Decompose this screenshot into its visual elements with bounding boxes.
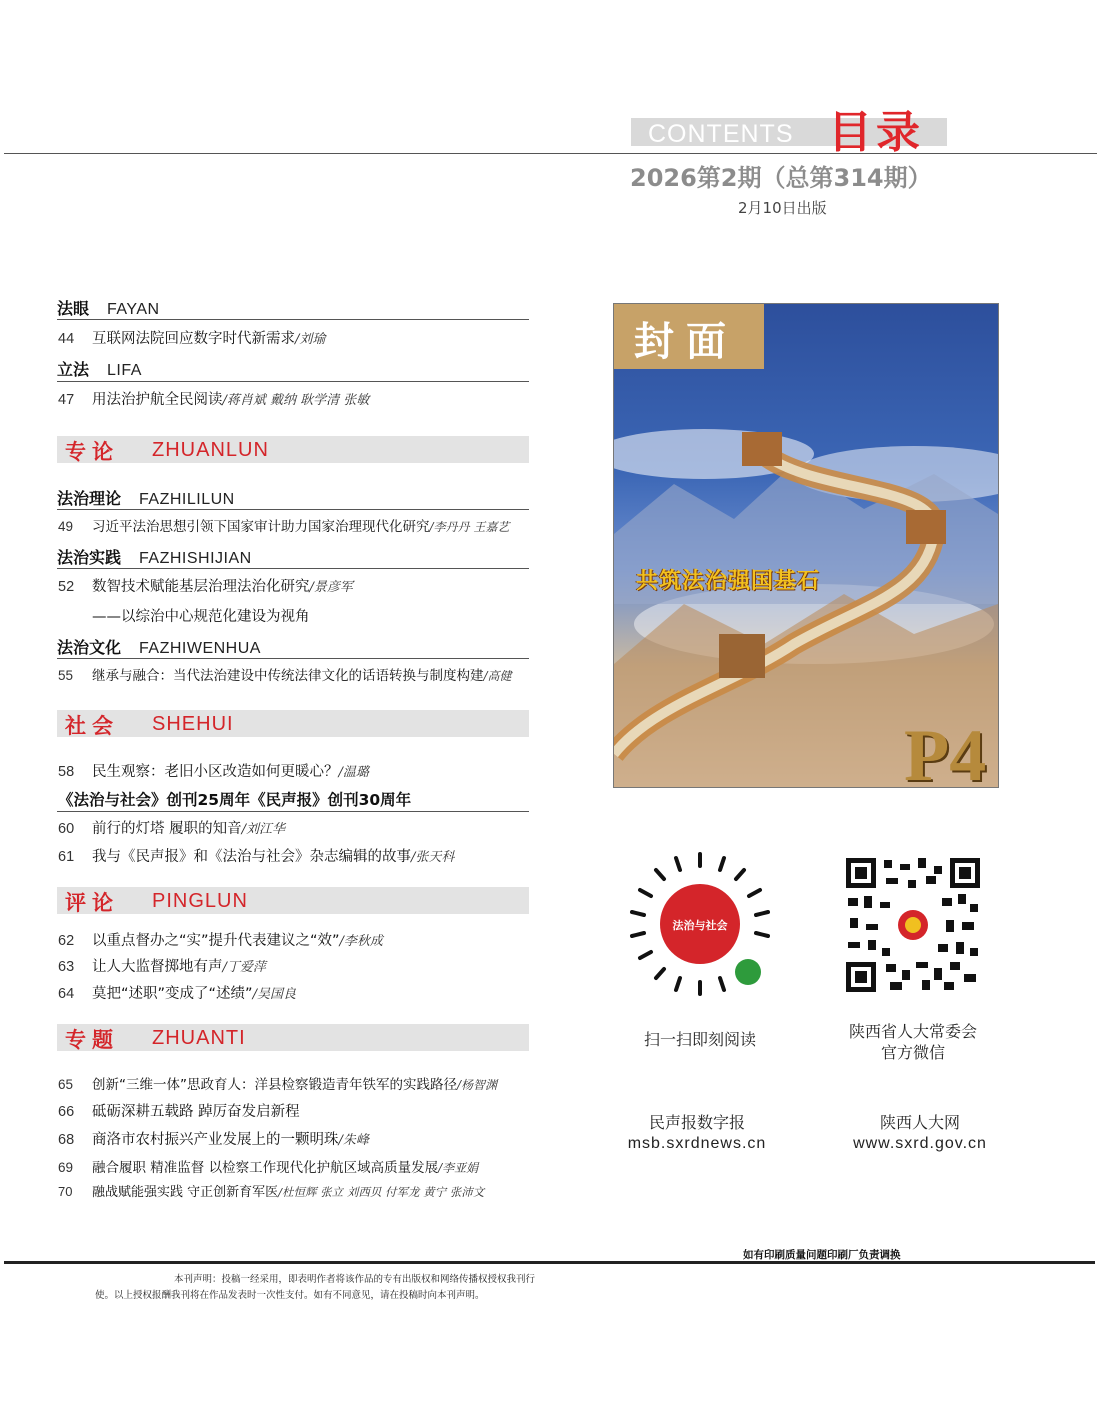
toc-entry-60[interactable]: 60 前行的灯塔 履职的知音/刘江华 xyxy=(58,821,285,837)
right-qr-caption: 陕西省人大常委会 官方微信 xyxy=(848,1022,977,1062)
print-quality-note: 如有印刷质量问题印刷厂负责调换 xyxy=(743,1249,901,1261)
toc-entry-49[interactable]: 49 习近平法治思想引领下国家审计助力国家治理现代化研究/李丹丹 王嘉艺 xyxy=(58,519,510,535)
cover-label: 封面 xyxy=(614,304,764,369)
section-zhuanti: 专题 ZHUANTI xyxy=(57,1024,529,1051)
section-fazhishijian: 法治实践 FAZHISHIJIAN xyxy=(57,548,252,567)
section-shehui: 社会 SHEHUI xyxy=(57,710,529,737)
section-fazhililun: 法治理论 FAZHILILUN xyxy=(57,489,235,508)
toc-entry-55[interactable]: 55 继承与融合：当代法治建设中传统法律文化的话语转换与制度构建/高健 xyxy=(58,668,512,684)
toc-entry-64[interactable]: 64 莫把“述职”变成了“述绩”/吴国良 xyxy=(58,986,296,1002)
toc-entry-70[interactable]: 70 融战赋能强实践 守正创新育军医/杜恒辉 张立 刘西贝 付军龙 黄宁 张沛文 xyxy=(58,1184,485,1200)
toc-entry-44[interactable]: 44 互联网法院回应数字时代新需求/刘瑜 xyxy=(58,331,326,347)
divider xyxy=(57,509,529,510)
toc-entry-69[interactable]: 69 融合履职 精准监督 以检察工作现代化护航区域高质量发展/李亚娟 xyxy=(58,1160,479,1176)
toc-entry-61[interactable]: 61 我与《民声报》和《法治与社会》杂志编辑的故事/张天科 xyxy=(58,849,455,865)
section-fayan: 法眼 FAYAN xyxy=(57,299,160,318)
toc-entry-58[interactable]: 58 民生观察：老旧小区改造如何更暖心？/温璐 xyxy=(58,764,369,780)
toc-entry-65[interactable]: 65 创新“三维一体”思政育人：洋县检察锻造青年铁军的实践路径/杨智渊 xyxy=(58,1077,498,1093)
divider xyxy=(57,568,529,569)
section-pinglun: 评论 PINGLUN xyxy=(57,887,529,914)
toc-entry-52-subtitle: ——以综治中心规范化建设为视角 xyxy=(92,609,310,625)
divider xyxy=(57,381,529,382)
cover-page-number: P4 xyxy=(904,715,987,788)
contents-label: CONTENTS xyxy=(648,120,794,148)
qr-logo-text: 法治与社会 xyxy=(672,919,728,932)
toc-entry-62[interactable]: 62 以重点督办之“实”提升代表建议之“效”/李秋成 xyxy=(58,933,383,949)
toc-entry-63[interactable]: 63 让人大监督掷地有声/丁爱萍 xyxy=(58,959,266,975)
section-zhuanlun: 专论 ZHUANLUN xyxy=(57,436,529,463)
left-qr-caption: 扫一扫即刻阅读 xyxy=(643,1030,756,1049)
right-link-block[interactable]: 陕西人大网 www.sxrd.gov.cn xyxy=(853,1113,987,1152)
cover-image[interactable] xyxy=(613,303,999,788)
header-rule xyxy=(4,153,1097,154)
toc-entry-66[interactable]: 66 砥砺深耕五载路 踔厉奋发启新程 xyxy=(58,1104,300,1120)
mini-program-qr[interactable] xyxy=(628,852,772,996)
publication-date: 2月10日出版 xyxy=(738,199,827,217)
toc-entry-68[interactable]: 68 商洛市农村振兴产业发展上的一颗明珠/朱峰 xyxy=(58,1132,369,1148)
toc-entry-52[interactable]: 52 数智技术赋能基层治理法治化研究/景彦军 xyxy=(58,579,353,595)
wechat-qr[interactable] xyxy=(846,858,980,992)
copyright-disclaimer: 本刊声明：投稿一经采用，即表明作者将该作品的专有出版权和网络传播权授权我刊行 使。以上授权报酬我刊将在作品发表时一次性支付。如有不同意见，请在投稿时向本刊声明。 xyxy=(95,1274,535,1301)
left-link-block[interactable]: 民声报数字报 msb.sxrdnews.cn xyxy=(627,1113,767,1152)
divider xyxy=(57,319,529,320)
issue-number: 2026第2期（总第314期） xyxy=(630,164,932,192)
section-fazhiwenhua: 法治文化 FAZHIWENHUA xyxy=(57,638,261,657)
footer-rule xyxy=(4,1261,1095,1264)
section-lifa: 立法 LIFA xyxy=(57,360,142,379)
toc-entry-47[interactable]: 47 用法治护航全民阅读/蒋肖斌 戴纳 耿学清 张敏 xyxy=(58,392,370,408)
divider xyxy=(57,658,529,659)
cover-headline: 共筑法治强国基石 xyxy=(636,569,821,594)
anniversary-heading: 《法治与社会》创刊25周年《民声报》创刊30周年 xyxy=(58,791,412,809)
mulu-title: 目录 xyxy=(828,107,924,158)
divider xyxy=(57,811,529,812)
